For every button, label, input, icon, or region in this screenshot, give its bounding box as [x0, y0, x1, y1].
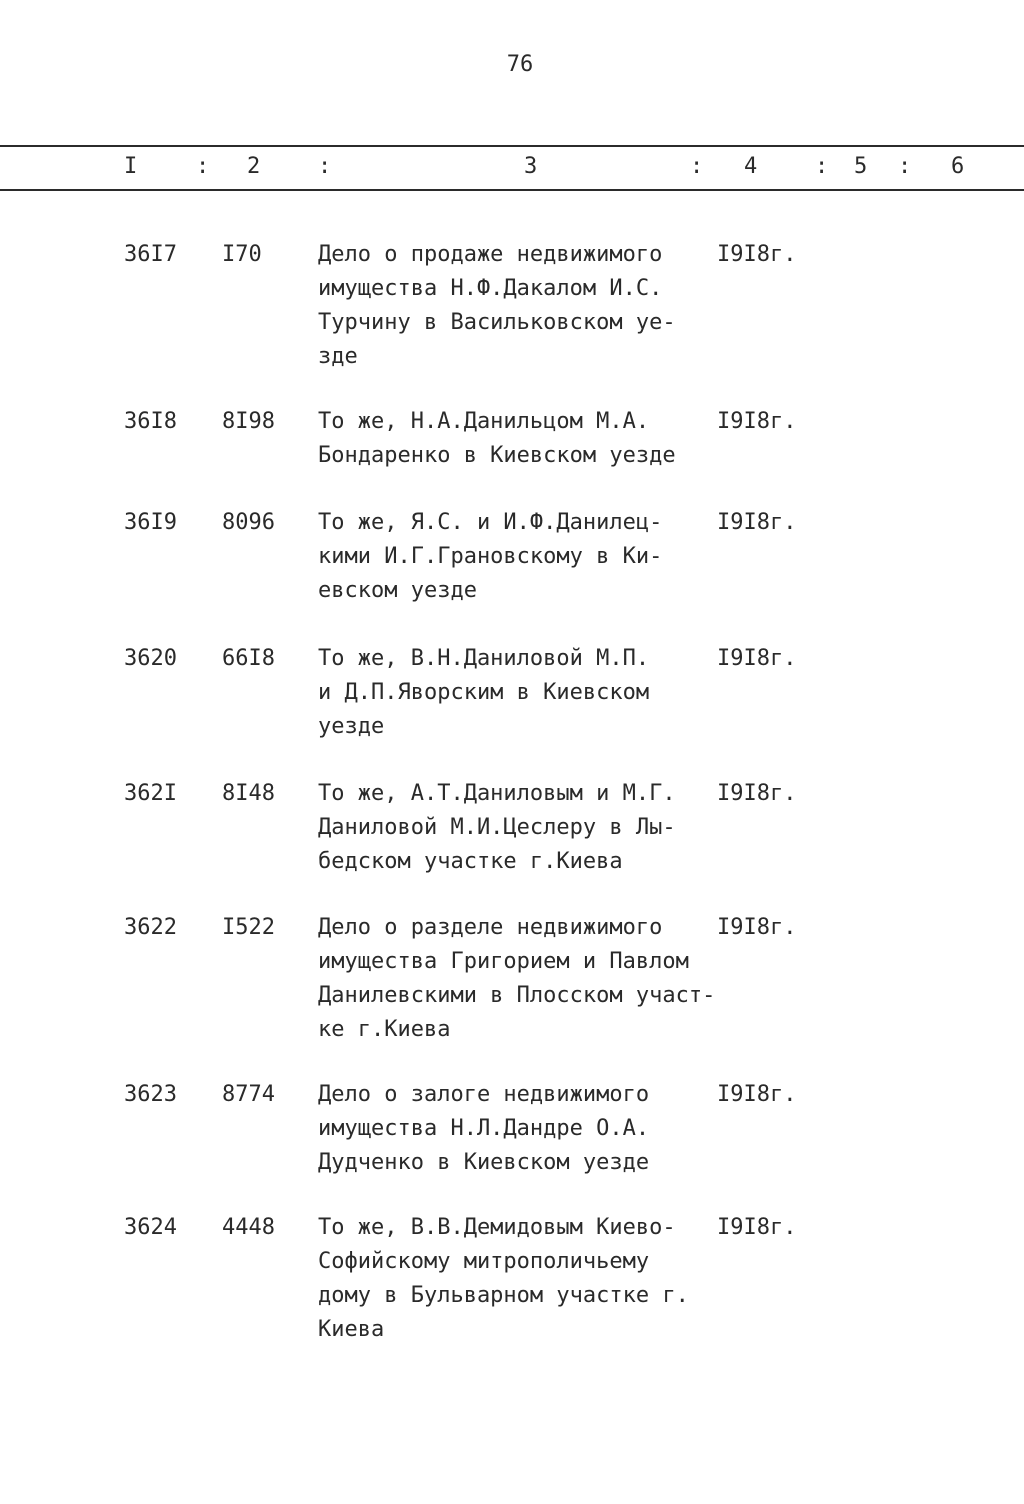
record-year: I9I8г. [717, 409, 797, 434]
record-old-number: I70 [222, 242, 262, 267]
record-title-line: дому в Бульварном участке г. [318, 1283, 689, 1308]
column-header-1: I [124, 154, 138, 179]
record-title-line: Софийскому митрополичьему [318, 1249, 650, 1274]
record-title [318, 238, 738, 374]
record-title-line: ке г.Киева [318, 1017, 451, 1042]
header-bottom-rule [0, 189, 1024, 191]
record-year: I9I8г. [717, 242, 797, 267]
record-title [318, 1078, 738, 1180]
record-title-line: бедском участке г.Киева [318, 849, 623, 874]
record-number: 3620 [124, 646, 177, 671]
record-title-line: То же, В.В.Демидовым Киево- [318, 1215, 676, 1240]
record-old-number: 8I48 [222, 781, 275, 806]
record-title [318, 777, 738, 879]
record-title-line: уезде [318, 714, 385, 739]
record-title-line: Дело о продаже недвижимого [318, 242, 663, 267]
header-top-rule [0, 145, 1024, 147]
record-year: I9I8г. [717, 510, 797, 535]
record-number: 36I8 [124, 409, 177, 434]
record-title-line: Турчину в Васильковском уе- [318, 310, 676, 335]
record-title-line: Бондаренко в Киевском уезде [318, 443, 676, 468]
column-separator: : [196, 154, 210, 179]
record-title-line: зде [318, 344, 358, 369]
record-title [318, 642, 738, 744]
record-title [318, 405, 738, 473]
record-old-number: 66I8 [222, 646, 275, 671]
page-number: 76 [506, 52, 534, 77]
record-year: I9I8г. [717, 915, 797, 940]
record-number: 3623 [124, 1082, 177, 1107]
column-header-row [0, 152, 1024, 182]
record-title-line: Дело о залоге недвижимого [318, 1082, 650, 1107]
column-separator: : [898, 154, 912, 179]
record-year: I9I8г. [717, 1082, 797, 1107]
column-separator: : [690, 154, 704, 179]
column-header-6: 6 [951, 154, 965, 179]
record-title-line: То же, А.Т.Даниловым и М.Г. [318, 781, 676, 806]
column-header-2: 2 [247, 154, 261, 179]
record-number: 362I [124, 781, 177, 806]
column-separator: : [815, 154, 829, 179]
record-title-line: и Д.П.Яворским в Киевском [318, 680, 650, 705]
record-title-line: То же, Я.С. и И.Ф.Данилец- [318, 510, 663, 535]
record-title-line: То же, В.Н.Даниловой М.П. [318, 646, 650, 671]
record-number: 3624 [124, 1215, 177, 1240]
record-title-line: евском уезде [318, 578, 477, 603]
record-old-number: I522 [222, 915, 275, 940]
record-number: 36I7 [124, 242, 177, 267]
column-header-3: 3 [524, 154, 538, 179]
column-header-5: 5 [854, 154, 868, 179]
record-old-number: 4448 [222, 1215, 275, 1240]
record-title-line: Дудченко в Киевском уезде [318, 1150, 650, 1175]
record-old-number: 8096 [222, 510, 275, 535]
record-old-number: 8I98 [222, 409, 275, 434]
record-title-line: Даниловой М.И.Цеслеру в Лы- [318, 815, 676, 840]
record-title-line: Данилевскими в Плосском участ- [318, 983, 716, 1008]
record-title-line: имущества Григорием и Павлом [318, 949, 689, 974]
record-title [318, 1211, 738, 1347]
record-title-line: То же, Н.А.Данильцом М.А. [318, 409, 650, 434]
record-number: 36I9 [124, 510, 177, 535]
column-separator: : [318, 154, 332, 179]
record-number: 3622 [124, 915, 177, 940]
record-title [318, 506, 738, 608]
record-title-line: имущества Н.Ф.Дакалом И.С. [318, 276, 663, 301]
record-year: I9I8г. [717, 781, 797, 806]
record-title-line: Киева [318, 1317, 385, 1342]
record-title [318, 911, 738, 1047]
record-title-line: имущества Н.Л.Дандре О.А. [318, 1116, 650, 1141]
record-year: I9I8г. [717, 646, 797, 671]
record-title-line: Дело о разделе недвижимого [318, 915, 663, 940]
record-old-number: 8774 [222, 1082, 275, 1107]
record-title-line: кими И.Г.Грановскому в Ки- [318, 544, 663, 569]
record-year: I9I8г. [717, 1215, 797, 1240]
column-header-4: 4 [744, 154, 758, 179]
